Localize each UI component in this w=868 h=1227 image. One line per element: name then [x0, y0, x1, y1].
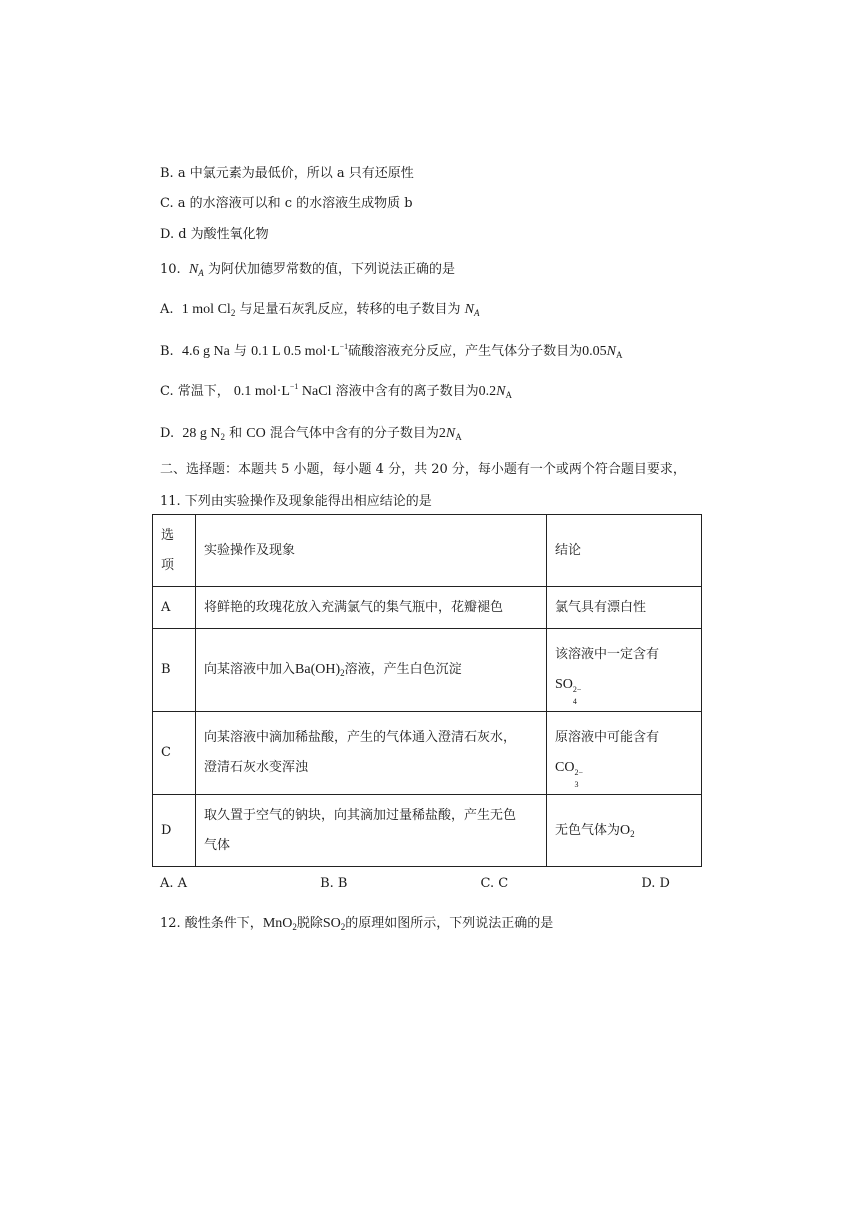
q11-answer-options: [160, 876, 670, 891]
section-2-heading: 二、选择题：本题共 5 小题，每小题 4 分，共 20 分，每小题有一个或两个符合题目要求，: [160, 462, 686, 477]
q11-stem: 11. 下列由实验操作及现象能得出相应结论的是: [160, 494, 432, 509]
table-row: C 向某溶液中滴加稀盐酸，产生的气体通入澄清石灰水， 澄清石灰水变浑浊 原溶液中可能含有 CO 2− 3: [153, 712, 702, 795]
q9-option-b: B. a 中氯元素为最低价，所以 a 只有还原性: [160, 166, 414, 181]
q10-option-a: A. 1 mol $Cl_2$ 与足量石灰乳反应，转移的电子数目为 $N_A$: [160, 302, 480, 318]
header-option: 选 项: [153, 515, 196, 587]
sulfate-ion: SO 2− 4: [555, 677, 582, 706]
q10-option-d: D. 28 g $N_2$ 和 CO 混合气体中含有的分子数目为$2N_A$: [160, 426, 462, 442]
q9-option-d: D. d 为酸性氧化物: [160, 227, 269, 242]
q10-option-b: B. 4.6 g Na 与 0.1 L 0.5 $mol\cdot L^{-1}$硫酸溶液充分反应，产生气体分子数目为$0.05N_A$: [160, 342, 623, 360]
q10-option-c: C. 常温下， 0.1 $mol\cdot L^{-1}$ NaCl 溶液中含有的离子数目为$0.2N_A$: [160, 382, 512, 400]
answer-b: B. B: [320, 876, 348, 891]
answer-c: C. C: [480, 876, 509, 891]
header-operation: 实验操作及现象: [196, 515, 547, 587]
q11-table: [152, 514, 702, 867]
carbonate-ion: CO 2− 3: [555, 760, 583, 789]
table-row: A 将鲜艳的玫瑰花放入充满氯气的集气瓶中，花瓣褪色 氯气具有漂白性: [153, 587, 702, 629]
table-row: D 取久置于空气的钠块，向其滴加过量稀盐酸，产生无色 气体 无色气体为$O_2$: [153, 795, 702, 867]
answer-a: A. A: [160, 876, 188, 891]
q9-option-c: C. a 的水溶液可以和 c 的水溶液生成物质 b: [160, 196, 413, 211]
q12-stem: 12. 酸性条件下，MnO$_2$脱除$SO_2$的原理如图所示，下列说法正确的是: [160, 916, 554, 932]
table-row: B 向某溶液中加入$Ba(OH)_2$溶液，产生白色沉淀 该溶液中一定含有 SO 2− 4: [153, 629, 702, 712]
answer-d: D. D: [641, 876, 670, 891]
table-header-row: [153, 515, 702, 587]
q10-stem: 10. $N_A$ 为阿伏加德罗常数的值，下列说法正确的是: [160, 262, 455, 278]
header-conclusion: 结论: [547, 515, 702, 587]
